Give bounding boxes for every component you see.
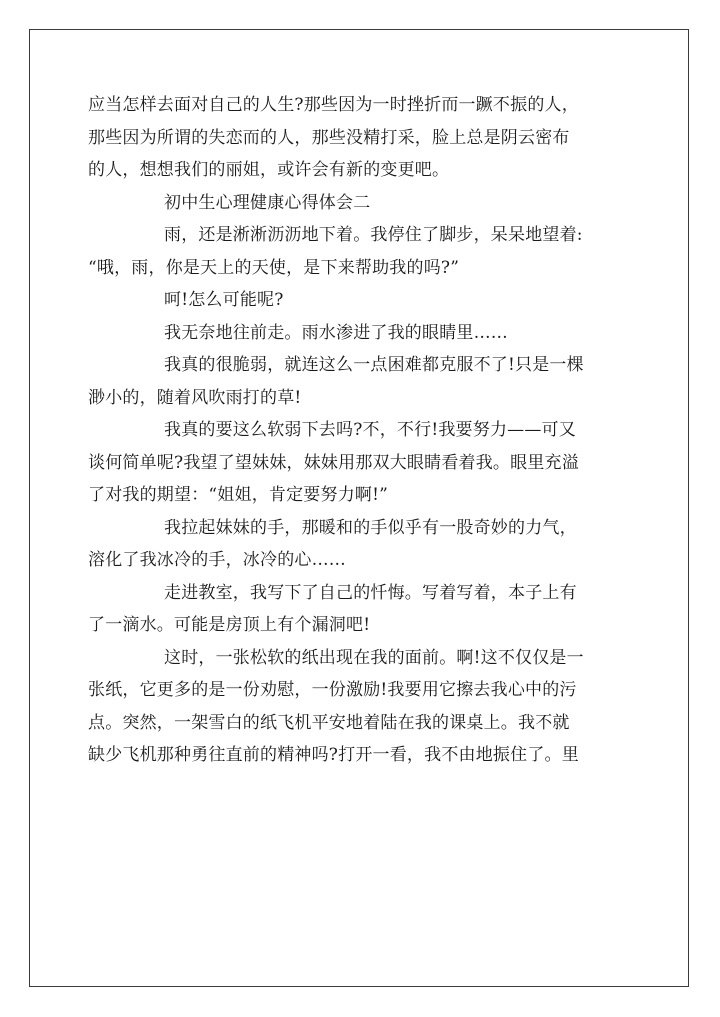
text-line: 的人，想想我们的丽姐，或许会有新的变更吧。 bbox=[88, 160, 450, 180]
text-line: 我真的很脆弱，就连这么一点困难都克服不了!只是一棵 bbox=[164, 355, 584, 375]
text-line: 这时，一张松软的纸出现在我的面前。啊!这不仅仅是一 bbox=[164, 647, 584, 668]
text-line: 溶化了我冰冷的手，冰冷的心…… bbox=[88, 550, 346, 570]
text-line: 了对我的期望：“姐姐，肯定要努力啊!” bbox=[88, 485, 389, 505]
text-line: 我真的要这么软弱下去吗?不，不行!我要努力——可又 bbox=[164, 420, 576, 440]
text-line: 谈何简单呢?我望了望妹妹，妹妹用那双大眼睛看着我。眼里充溢 bbox=[88, 452, 579, 473]
text-line: 我无奈地往前走。雨水渗进了我的眼睛里…… bbox=[164, 322, 508, 343]
text-line: “哦，雨，你是天上的天使，是下来帮助我的吗?” bbox=[88, 257, 460, 278]
section-heading: 初中生心理健康心得体会二 bbox=[164, 192, 371, 213]
text-line: 我拉起妹妹的手，那暖和的手似乎有一股奇妙的力气， bbox=[164, 517, 577, 538]
text-line: 了一滴水。可能是房顶上有个漏洞吧! bbox=[88, 615, 371, 635]
text-line: 呵!怎么可能呢? bbox=[164, 290, 284, 310]
text-line: 张纸，它更多的是一份劝慰，一份激励!我要用它擦去我心中的污 bbox=[88, 680, 577, 700]
text-line: 渺小的，随着风吹雨打的草! bbox=[88, 387, 302, 408]
text-line: 那些因为所谓的失恋而的人，那些没精打采，脸上总是阴云密布 bbox=[88, 127, 570, 148]
text-line: 雨，还是淅淅沥沥地下着。我停住了脚步，呆呆地望着: bbox=[164, 225, 583, 245]
text-line: 缺少飞机那种勇往直前的精神吗?打开一看，我不由地振住了。里 bbox=[88, 745, 579, 765]
text-line: 点。突然，一架雪白的纸飞机平安地着陆在我的课桌上。我不就 bbox=[88, 712, 570, 733]
document-body bbox=[88, 89, 640, 772]
text-line: 走进教室，我写下了自己的忏悔。写着写着，本子上有 bbox=[164, 582, 577, 603]
text-line: 应当怎样去面对自己的人生?那些因为一时挫折而一蹶不振的人， bbox=[88, 95, 579, 115]
